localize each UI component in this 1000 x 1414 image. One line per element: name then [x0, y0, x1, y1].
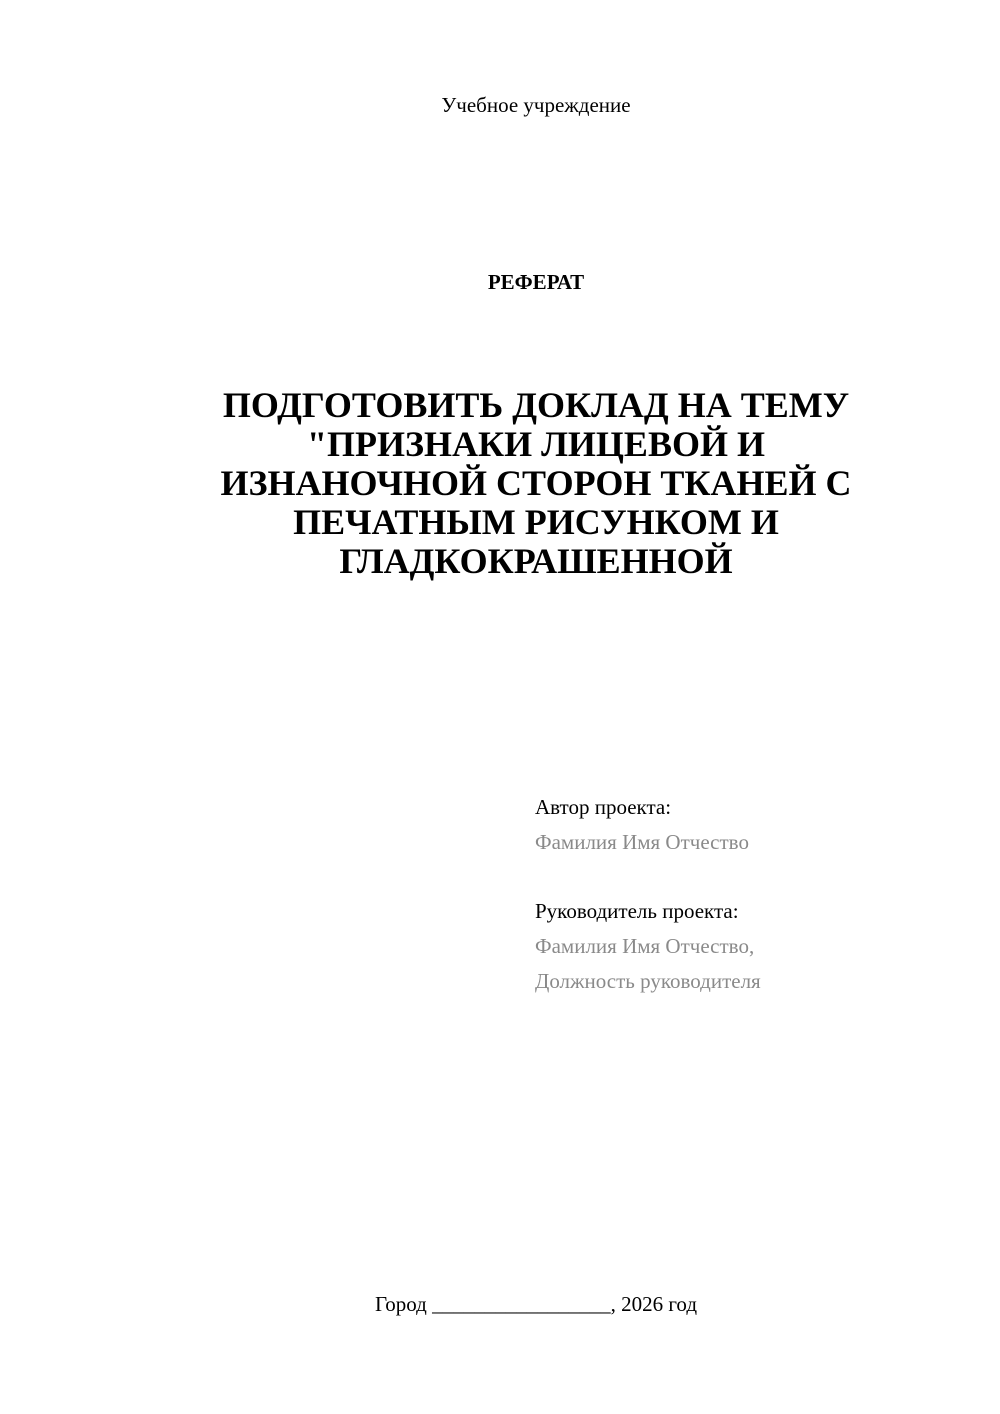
credits-spacer — [535, 860, 975, 894]
author-label: Автор проекта: — [535, 795, 672, 819]
author-name: Фамилия Имя Отчество — [535, 830, 749, 854]
credits-block — [535, 790, 975, 999]
supervisor-position: Должность руководителя — [535, 969, 761, 993]
supervisor-name: Фамилия Имя Отчество, — [535, 934, 755, 958]
document-title: ПОДГОТОВИТЬ ДОКЛАД НА ТЕМУ "ПРИЗНАКИ ЛИЦЕВОЙ И ИЗНАНОЧНОЙ СТОРОН ТКАНЕЙ С ПЕЧАТНЫМ РИСУНКОМ И ГЛАДКОКРАШЕННОЙ — [220, 385, 852, 581]
document-type: РЕФЕРАТ — [487, 270, 585, 294]
city-year-line: Город _________________, 2026 год — [374, 1292, 698, 1316]
institution-name: Учебное учреждение — [441, 93, 631, 117]
supervisor-label: Руководитель проекта: — [535, 899, 739, 923]
